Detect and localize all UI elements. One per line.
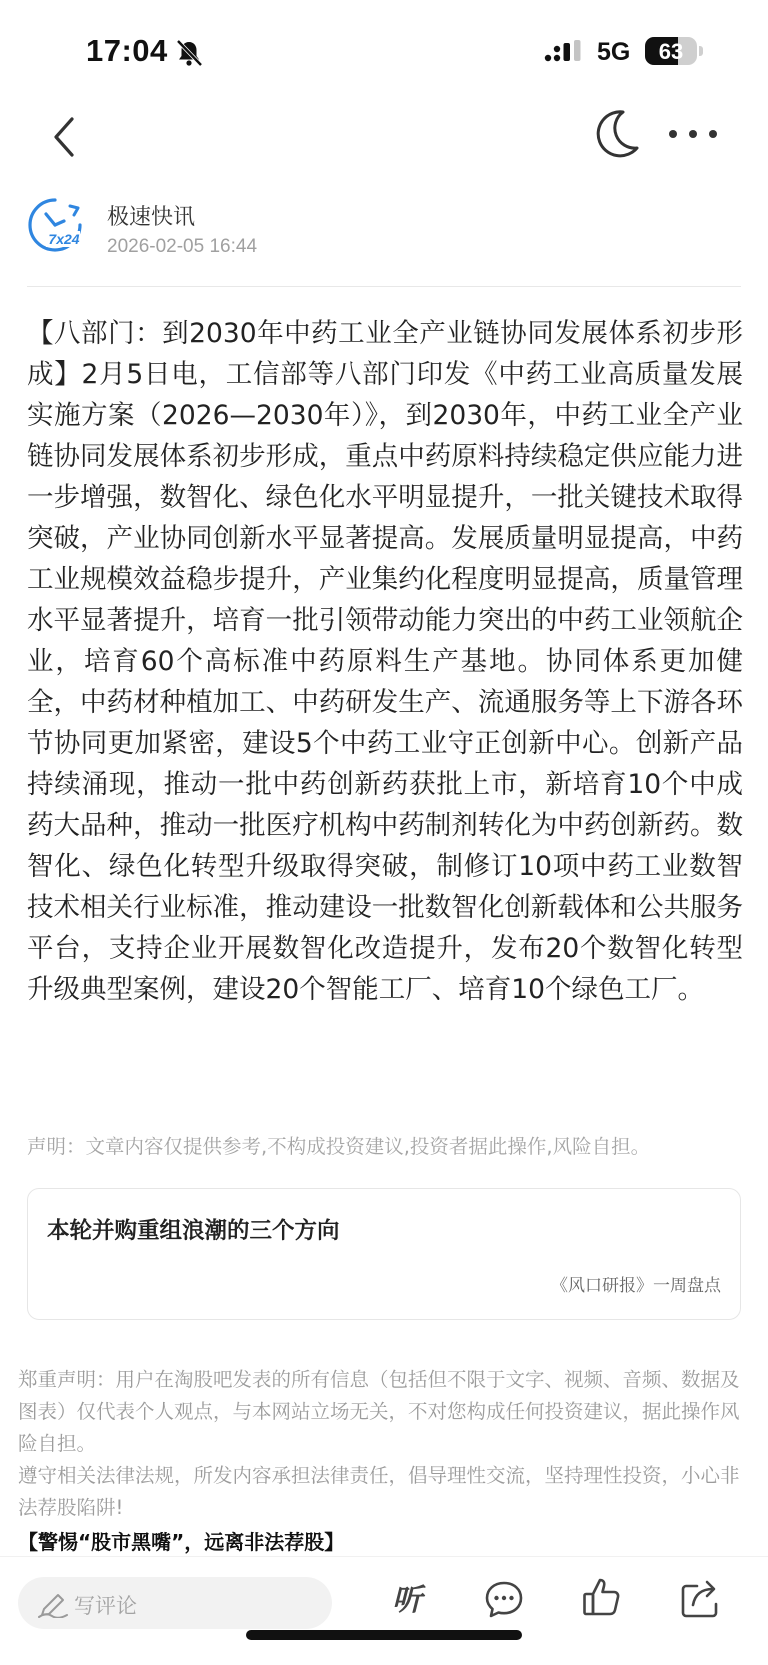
listen-button[interactable]: 听	[392, 1583, 422, 1618]
bottom-bar	[0, 1556, 768, 1665]
network-label: 5G	[597, 38, 631, 66]
comment-placeholder: 写评论	[74, 1594, 137, 1618]
legal-notice	[18, 1364, 748, 1524]
status-bar	[0, 0, 768, 100]
signal-icon	[544, 40, 584, 64]
battery-tip	[699, 46, 703, 56]
avatar[interactable]	[26, 196, 84, 254]
comment-icon[interactable]	[484, 1579, 524, 1619]
article-disclaimer: 声明：文章内容仅提供参考,不构成投资建议,投资者据此操作,风险自担。	[27, 1135, 651, 1158]
legal-reminder: 遵守相关法律法规，所发内容承担法律责任，倡导理性交流，坚持理性投资，小心非法荐股陷阱!	[18, 1464, 740, 1519]
post-time: 2026-02-05 16:44	[107, 236, 258, 257]
warning-link[interactable]: 【警惕“股市黑嘴”，远离非法荐股】	[18, 1530, 345, 1554]
author-name[interactable]: 极速快讯	[107, 205, 196, 230]
article-body: 【八部门：到2030年中药工业全产业链协同发展体系初步形成】2月5日电，工信部等八部门印发《中药工业高质量发展实施方案（2026—2030年）》，到2030年，中药工业全产业链协同发展体系初步形成，重点中药原料持续稳定供应能力进一步增强，数智化、绿色化水平明显提升，一批关键技术取得突破，产业协同创新水平显著提高。发展质量明显提高，中药工业规模效益稳步提升，产业集约化程度明显提高，质量管理水平显著提升，培育一批引领带动能力突出的中药工业领航企业，培育60个高标准中药原料生产基地。协同体系更加健全，中药材种植加工、中药研发生产、流通服务等上下游各环节协同更加紧密，建设5个中药工业守正创新中心。创新产品持续涌现，推动一批中药创新药获批上市，新培育10个中成药大品种，推动一批医疗机构中药制剂转化为中药创新药。数智化、绿色化转型升级取得突破，制修订10项中药工业数智技术相关行业标准，推动建设一批数智化创新载体和公共服务平台，支持企业开展数智化改造提升，发布20个数智化转型升级典型案例，建设20个智能工厂、培育10个绿色工厂。	[27, 318, 743, 1005]
comment-input[interactable]	[18, 1577, 332, 1629]
moon-icon[interactable]	[590, 106, 646, 162]
bell-muted-icon	[174, 38, 204, 68]
related-title: 本轮并购重组浪潮的三个方向	[47, 1218, 340, 1244]
home-indicator	[246, 1630, 522, 1640]
more-dots-icon[interactable]	[664, 120, 722, 148]
nav-bar	[0, 100, 768, 172]
related-article-card[interactable]	[27, 1188, 741, 1320]
related-source: 《风口研报》一周盘点	[551, 1276, 721, 1296]
chevron-left-icon[interactable]	[44, 110, 88, 164]
pen-icon	[36, 1590, 70, 1618]
status-time: 17:04	[86, 33, 168, 68]
avatar-label: 7x24	[48, 231, 80, 247]
legal-statement: 郑重声明：用户在淘股吧发表的所有信息（包括但不限于文字、视频、音频、数据及图表）仅代表个人观点，与本网站立场无关，不对您构成任何投资建议，据此操作风险自担。	[18, 1368, 740, 1455]
author-row	[0, 196, 768, 266]
battery-icon	[645, 37, 697, 65]
battery-level: 63	[658, 39, 684, 64]
thumbs-up-icon[interactable]	[582, 1577, 620, 1617]
divider	[27, 286, 741, 287]
share-icon[interactable]	[680, 1577, 722, 1619]
